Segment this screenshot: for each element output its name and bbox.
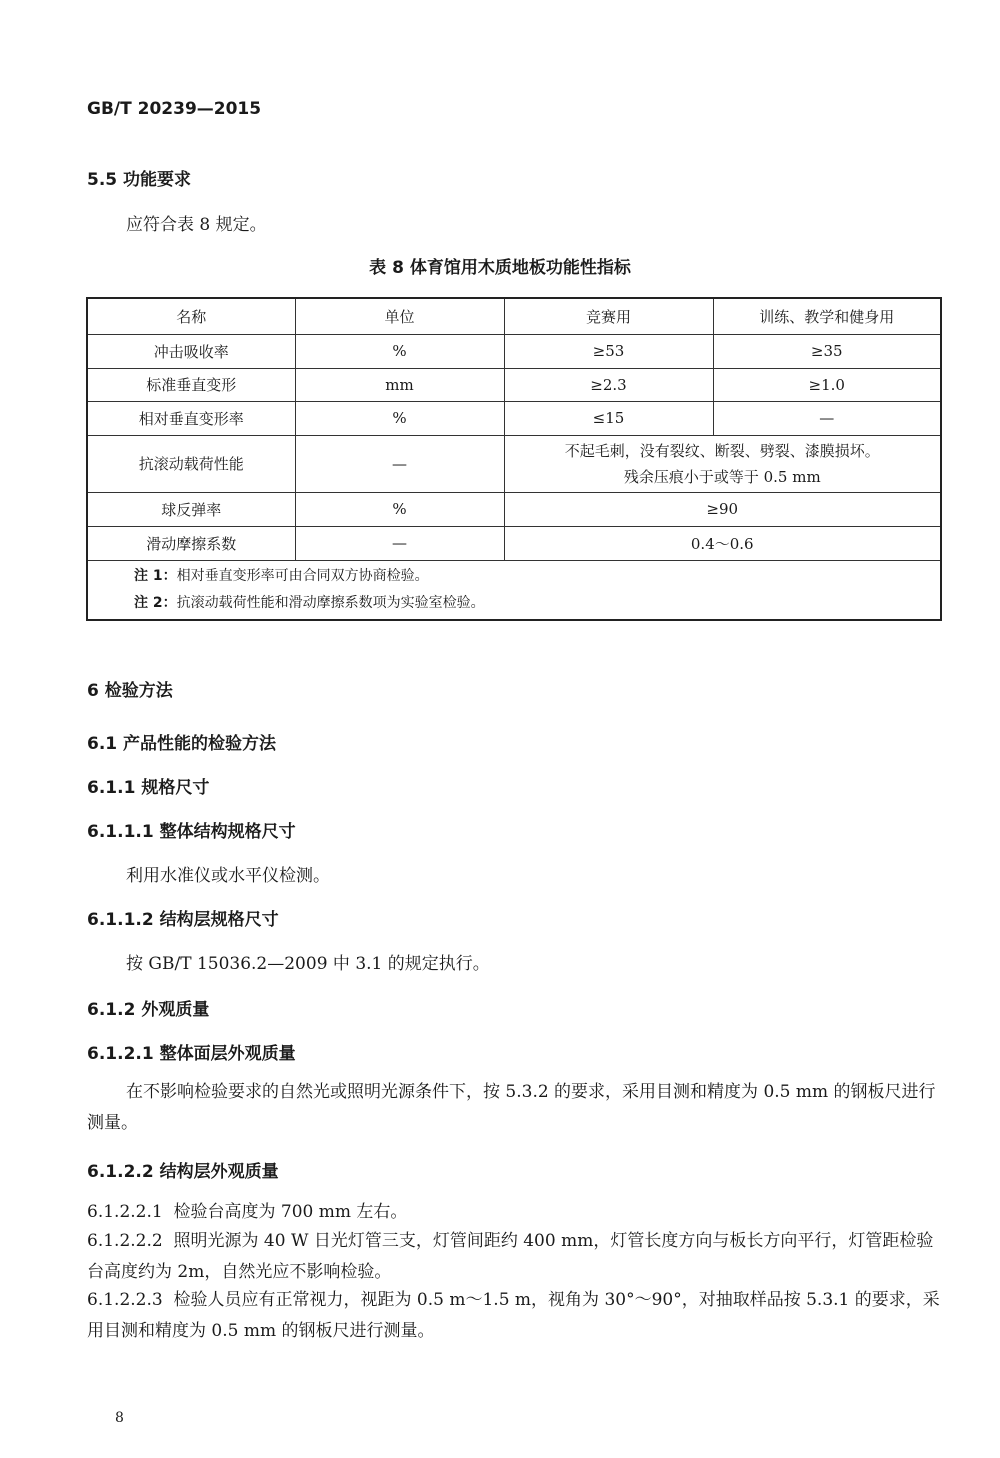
item-6-1-2-2-3 [87,1285,942,1347]
table-row [87,334,941,368]
item-number: 6.1.2.2.2 [87,1231,163,1251]
table-row [87,492,941,526]
heading-6-1-1-1: 6.1.1.1 整体结构规格尺寸 [87,822,296,842]
page-number: 8 [115,1410,124,1426]
table-header-row [87,298,941,334]
table-cell: 抗滚动载荷性能 [87,435,295,492]
table-cell: 相对垂直变形率 [87,401,295,435]
table-cell: % [295,492,504,526]
table-row [87,401,941,435]
header-cell: 训练、教学和健身用 [713,298,941,334]
item-number: 6.1.2.2.3 [87,1290,163,1310]
item-text: 检验台高度为 700 mm 左右。 [173,1202,408,1222]
header-cell: 名称 [87,298,295,334]
item-6-1-2-2-2 [87,1226,942,1288]
rolling-load-line-1: 不起毛刺，没有裂纹、断裂、劈裂、漆膜损坏。 [564,441,880,460]
table-cell: ≥53 [504,334,713,368]
table-row [87,526,941,560]
table-notes [87,560,941,620]
note-2 [134,590,940,617]
table-cell: — [295,435,504,492]
item-text: 照明光源为 40 W 日光灯管三支，灯管间距约 400 mm，灯管长度方向与板长方向平行，灯管距检验台高度约为 2m，自然光应不影响检验。 [87,1231,934,1282]
rolling-load-line-2: 残余压痕小于或等于 0.5 mm [623,467,821,486]
header-cell: 竞赛用 [504,298,713,334]
table-cell: — [295,526,504,560]
note-1 [134,563,940,590]
table-cell: ≥2.3 [504,368,713,401]
heading-5-5: 5.5 功能要求 [87,170,192,190]
text-6-1-2-1: 在不影响检验要求的自然光或照明光源条件下，按 5.3.2 的要求，采用目测和精度为 0.5 mm 的钢板尺进行测量。 [87,1082,936,1133]
table-cell-merged [504,435,941,492]
text-5-5: 应符合表 8 规定。 [126,215,267,235]
note-text: 相对垂直变形率可由合同双方协商检验。 [176,567,429,584]
table-cell: 球反弹率 [87,492,295,526]
table-8-title: 表 8 体育馆用木质地板功能性指标 [369,258,631,278]
table-row [87,368,941,401]
note-label: 注 1： [134,567,177,584]
heading-6-1: 6.1 产品性能的检验方法 [87,734,277,754]
item-text: 检验人员应有正常视力，视距为 0.5 m～1.5 m，视角为 30°～90°，对抽取样品按 5.3.1 的要求，采用目测和精度为 0.5 mm 的钢板尺进行测量。 [87,1290,940,1341]
table-cell: — [713,401,941,435]
note-label: 注 2： [134,594,177,611]
table-cell: ≥35 [713,334,941,368]
table-cell: ≥1.0 [713,368,941,401]
table-8 [86,297,942,621]
item-number: 6.1.2.2.1 [87,1202,163,1222]
heading-6-1-2: 6.1.2 外观质量 [87,1000,210,1020]
table-cell: ≤15 [504,401,713,435]
heading-6-1-2-2: 6.1.2.2 结构层外观质量 [87,1162,279,1182]
table-notes-row [87,560,941,620]
note-text: 抗滚动载荷性能和滑动摩擦系数项为实验室检验。 [176,594,485,611]
table-cell: 滑动摩擦系数 [87,526,295,560]
heading-6-1-1: 6.1.1 规格尺寸 [87,778,210,798]
table-row [87,435,941,492]
table-cell: 冲击吸收率 [87,334,295,368]
table-cell: 标准垂直变形 [87,368,295,401]
table-cell: % [295,401,504,435]
text-6-1-1-2: 按 GB/T 15036.2—2009 中 3.1 的规定执行。 [126,954,490,974]
text-6-1-1-1: 利用水准仪或水平仪检测。 [126,866,330,886]
header-cell: 单位 [295,298,504,334]
table-cell-merged: 0.4～0.6 [504,526,941,560]
heading-6-1-2-1: 6.1.2.1 整体面层外观质量 [87,1044,296,1064]
table-cell: mm [295,368,504,401]
standard-number: GB/T 20239—2015 [87,99,262,119]
heading-6-1-1-2: 6.1.1.2 结构层规格尺寸 [87,910,279,930]
item-6-1-2-2-1 [87,1197,942,1228]
heading-6: 6 检验方法 [87,681,173,701]
table-cell: % [295,334,504,368]
table-cell-merged: ≥90 [504,492,941,526]
